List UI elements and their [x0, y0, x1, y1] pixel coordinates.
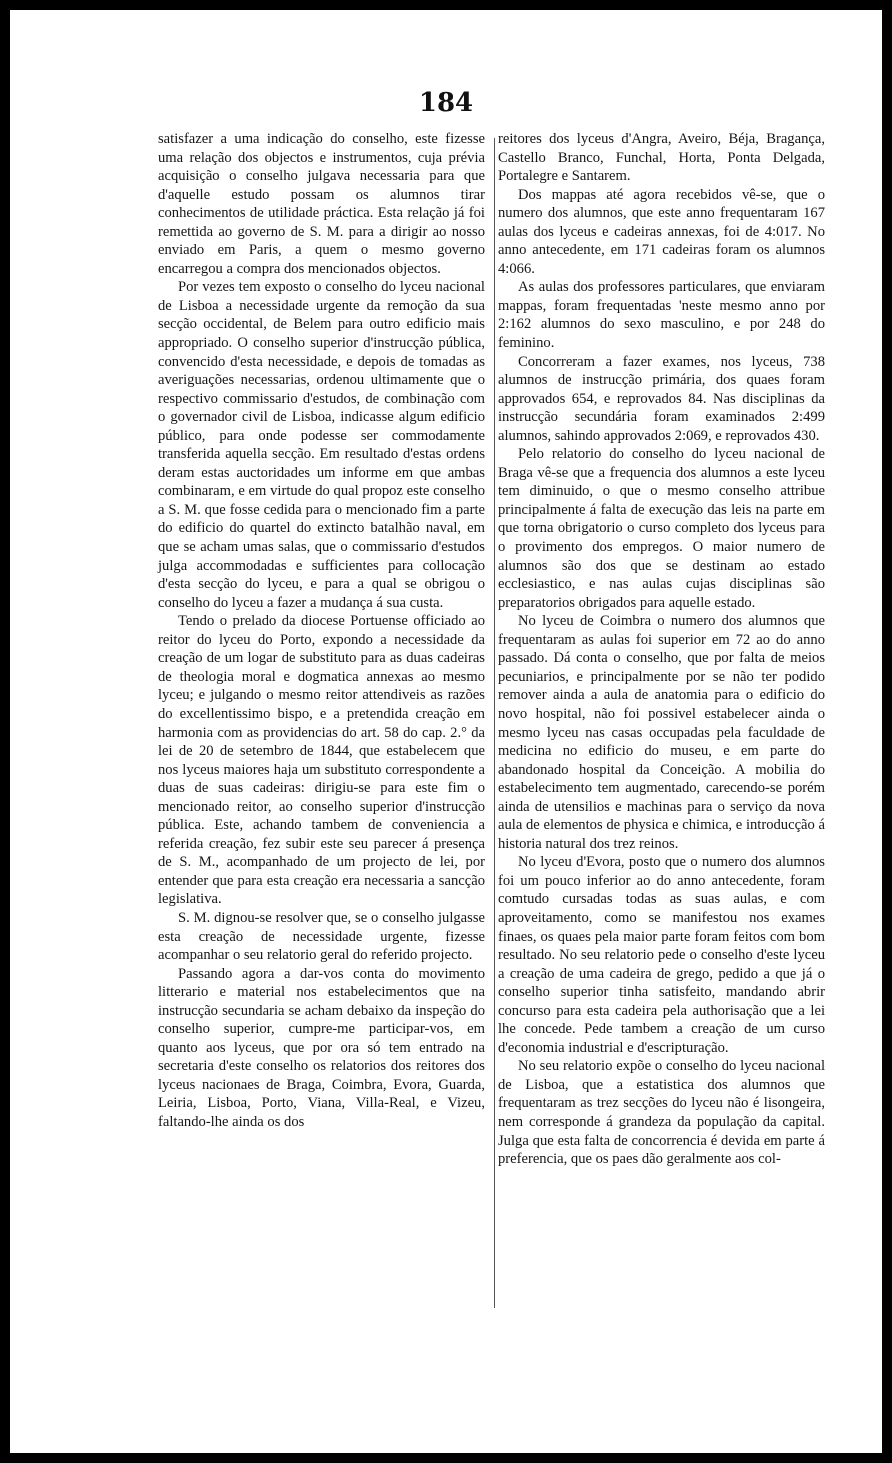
paragraph: S. M. dignou-se resolver que, se o conselho julgasse esta creação de necessidade urgente, fizesse acompanhar o seu relatorio geral do referido projecto.	[158, 909, 485, 964]
paragraph: No lyceu de Coimbra o numero dos alumnos que frequentaram as aulas foi superior em 72 ao do anno passado. Dá conta o conselho, que por falta de meios pecuniarios, e principalmente por se não ter podido remover ainda a aula de anatomia para o edificio do novo hospital, não foi possivel estabelecer ainda o mesmo lyceu nas casas occupadas pela faculdade de medicina no edificio do museu, e em parte do abandonado hospital da Conceição. A mobilia do estabelecimento tem augmentado, carecendo-se porém ainda de utensilios e machinas para o serviço da nova aula de elementos de physica e chimica, e introducção á historia natural dos trez reinos.	[498, 613, 825, 852]
right-column	[498, 130, 825, 1169]
page-number: 184	[418, 88, 474, 118]
paragraph: Concorreram a fazer exames, nos lyceus, 738 alumnos de instrucção primária, dos quaes foram approvados 654, e reprovados 84. Nas disciplinas da instrucção secundária foram examinados 2:499 alumnos, sahindo approvados 2:069, e reprovados 430.	[498, 353, 825, 444]
paragraph: Tendo o prelado da diocese Portuense officiado ao reitor do lyceu do Porto, expondo a necessidade da creação de um logar de substituto para as duas cadeiras de theologia moral e dogmatica annexas ao mesmo lyceu; e julgando o mesmo reitor attendiveis as razões do excellentissimo bispo, e a pretendida creação em harmonia com as providencias do art. 58 do cap. 2.° da lei de 20 de setembro de 1844, que estabelecem que nos lyceus maiores haja um substituto correspondente a duas de suas cadeiras: dirigiu-se para este fim o mencionado reitor, ao conselho superior d'instrucção pública. Este, achando tambem de conveniencia a referida creação, fez subir este seu parecer á presença de S. M., acompanhado de um projecto de lei, por entender que para esta creação era necessaria a sancção legislativa.	[158, 613, 485, 908]
left-column	[158, 130, 485, 1132]
paragraph: Por vezes tem exposto o conselho do lyceu nacional de Lisboa a necessidade urgente da remoção da sua secção occidental, de Belem para outro edificio mais appropriado. O conselho superior d'instrucção pública, convencido d'esta necessidade, e depois de tomadas as averiguações necessarias, ordenou ultimamente que o respectivo commissario d'estudos, de combinação com o governador civil de Lisboa, indicasse algum edificio público, para onde podesse ser commodamente transferida aquella secção. Em resultado d'estas ordens deram estas auctoridades um informe em que ambas combinaram, e em virtude do qual propoz este conselho a S. M. que fosse cedida para o mencionado fim a parte do edificio do quartel do extincto batalhão naval, em que se acham umas salas, que o commissario d'estudos julga accommodadas e sufficientes para collocação d'esta secção do lyceu, e para a qual se obrigou o conselho do lyceu a fazer a mudança á sua custa.	[158, 279, 485, 611]
paragraph: reitores dos lyceus d'Angra, Aveiro, Béja, Bragança, Castello Branco, Funchal, Horta, Ponta Delgada, Portalegre e Santarem.	[498, 131, 825, 185]
paragraph: satisfazer a uma indicação do conselho, este fizesse uma relação dos objectos e instrumentos, cuja prévia acquisição o conselho julgava necessaria para que d'aquelle estudo possam os alumnos tirar conhecimentos de utilidade práctica. Esta relação já foi remettida ao governo de S. M. para a dirigir ao nosso enviado em Paris, a quem o mesmo governo encarregou a compra dos mencionados objectos.	[158, 131, 485, 277]
column-divider	[494, 138, 495, 1308]
paragraph: As aulas dos professores particulares, que enviaram mappas, foram frequentadas 'neste mesmo anno por 2:162 alumnos do sexo masculino, e por 248 do feminino.	[498, 279, 825, 352]
paragraph: Dos mappas até agora recebidos vê-se, que o numero dos alumnos, que este anno frequentaram 167 aulas dos lyceus e cadeiras annexas, foi de 4:017. No anno antecedente, em 171 cadeiras foram os alumnos 4:066.	[498, 186, 825, 277]
book-page	[10, 10, 882, 1453]
paragraph: Passando agora a dar-vos conta do movimento litterario e material nos estabelecimentos que na instrucção secundaria se acham debaixo da inspeção do conselho superior, cumpre-me participar-vos, em quanto aos lyceus, que por ora só tem entrado na secretaria d'este conselho os relatorios dos reitores dos lyceus nacionaes de Braga, Coimbra, Evora, Guarda, Leiria, Lisboa, Porto, Viana, Villa-Real, e Vizeu, faltando-lhe ainda os dos	[158, 965, 485, 1130]
paragraph: No lyceu d'Evora, posto que o numero dos alumnos foi um pouco inferior ao do anno antecedente, foram comtudo cursadas todas as suas aulas, e com aproveitamento, como se manifestou nos exames finaes, os quaes pela maior parte foram feitos com bom resultado. No seu relatorio pede o conselho d'este lyceu a creação de uma cadeira de grego, pedido a que já o conselho superior tinha satisfeito, mandando abrir concurso para esta cadeira pela authorisação que a lei lhe concede. Pede tambem a creação de um curso d'economia industrial e d'escripturação.	[498, 854, 825, 1056]
paragraph: Pelo relatorio do conselho do lyceu nacional de Braga vê-se que a frequencia dos alumnos a este lyceu tem diminuido, o que o mesmo conselho attribue principalmente á falta de execução das leis na parte em que torna obrigatorio o curso completo dos lyceus para o provimento dos empregos. O maior numero de alumnos são dos que se destinam ao estado ecclesiastico, e nas aulas cujas disciplinas são preparatorios obrigados para aquelle estado.	[498, 446, 825, 611]
paragraph: No seu relatorio expõe o conselho do lyceu nacional de Lisboa, que a estatistica dos alumnos que frequentaram as trez secções do lyceu não é lisongeira, nem corresponde á grandeza da população da capital. Julga que esta falta de concorrencia é devida em parte á preferencia, que os paes dão geralmente aos col-	[498, 1058, 825, 1168]
